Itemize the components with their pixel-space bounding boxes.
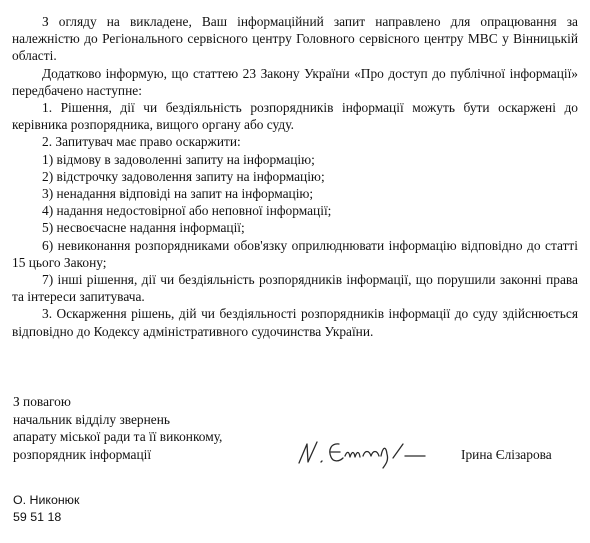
list-item-inaccurate-info: 4) надання недостовірної або неповної інформації; — [42, 203, 332, 219]
closing-salutation: З повагою — [13, 394, 71, 409]
closing-block — [13, 393, 222, 463]
list-item-non-publication: 6) невиконання розпорядниками обов'язку оприлюднювати інформацію відповідно до статті 15 цього Закону; — [12, 237, 578, 270]
list-item-late-info: 5) несвоєчасне надання інформації; — [42, 220, 245, 236]
signer-position-line-1: начальник відділу звернень — [13, 411, 171, 427]
paragraph-appeal-right: 1. Рішення, дії чи бездіяльність розпорядників інформації можуть бути оскаржені до керівника розпорядника, вищого органу або суду. — [12, 100, 578, 133]
executor-info — [13, 492, 79, 525]
list-item-no-response: 3) ненадання відповіді на запит на інформацію; — [42, 186, 314, 202]
list-item-refusal: 1) відмову в задоволенні запиту на інформацію; — [42, 151, 315, 167]
handwritten-signature — [295, 432, 430, 472]
signer-position-line-3: розпорядник інформації — [13, 446, 152, 462]
list-item-other-decisions: 7) інші рішення, дії чи бездіяльність розпорядників інформації, що порушили законні права та інтереси запитувача. — [12, 272, 578, 305]
executor-name: О. Никонюк — [13, 493, 80, 507]
paragraph-court-appeal: 3. Оскарження рішень, дій чи бездіяльності розпорядників інформації до суду здійснюється відповідно до Кодексу адміністративного судочинства України. — [12, 306, 578, 339]
executor-phone: 59 51 18 — [13, 509, 62, 524]
letter-body — [12, 13, 578, 340]
paragraph-requester-rights: 2. Запитувач має право оскаржити: — [42, 134, 241, 150]
paragraph-law-reference: Додатково інформую, що статтею 23 Закону України «Про доступ до публічної інформації» передбачено наступне: — [12, 65, 578, 98]
signer-position-line-2: апарату міської ради та її виконкому, — [13, 429, 223, 444]
list-item-deferral: 2) відстрочку задоволення запиту на інформацію; — [42, 168, 325, 184]
signer-name: Ірина Єлізарова — [461, 447, 552, 462]
paragraph-redirect-notice: З огляду на викладене, Ваш інформаційний запит направлено для опрацювання за належністю до Регіонального сервісного центру Головного сервісного центру МВС у Вінницькій області. — [12, 14, 578, 64]
